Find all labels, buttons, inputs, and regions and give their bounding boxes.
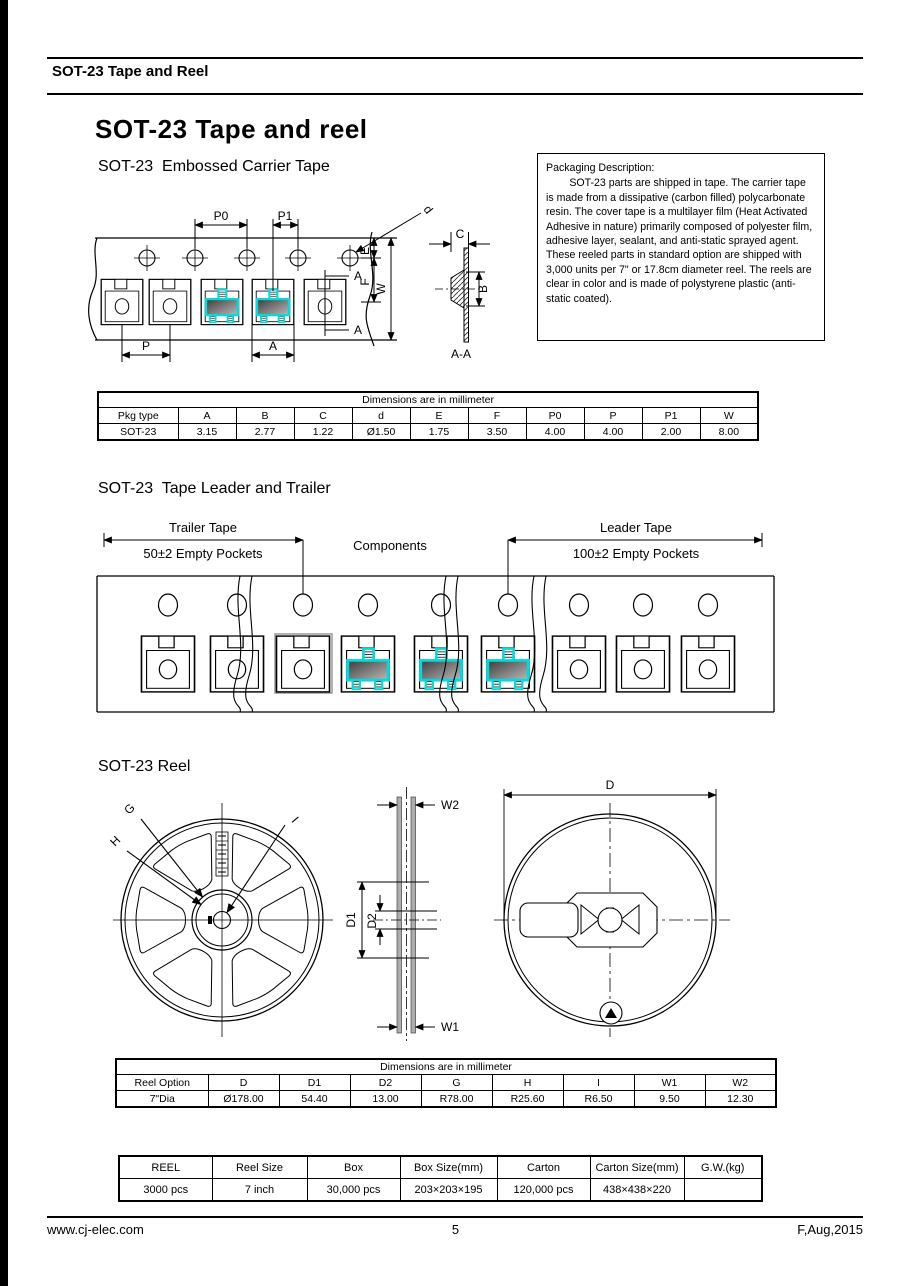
dim-label-c: C: [455, 227, 465, 241]
tape-pockets: [101, 279, 346, 324]
reel-dimensions-table: [115, 1058, 777, 1108]
table-header-row: [116, 1075, 776, 1091]
dim-label-e: E: [358, 246, 372, 256]
carrier-dimensions-table: [97, 391, 759, 441]
dim-label-i: I: [288, 813, 302, 826]
section-heading-carrier: SOT-23 Embossed Carrier Tape: [98, 158, 330, 175]
table-caption-row: [116, 1059, 776, 1075]
dim-label-p1: P1: [277, 209, 293, 223]
column-header: C: [294, 408, 352, 424]
table-cell: R6.50: [563, 1091, 634, 1108]
column-header: B: [236, 408, 294, 424]
column-header: W2: [705, 1075, 776, 1091]
header-rule-bottom: [47, 93, 863, 95]
table-cell: 30,000 pcs: [307, 1179, 400, 1202]
section-caption-aa: A-A: [450, 347, 472, 361]
table-header-row: [119, 1156, 762, 1179]
leader-pockets-label: 100±2 Empty Pockets: [572, 546, 700, 561]
column-header: I: [563, 1075, 634, 1091]
header-title: SOT-23 Tape and Reel: [52, 63, 209, 80]
dim-label-d1: D1: [344, 912, 358, 928]
table-row: [98, 424, 758, 441]
column-header: G.W.(kg): [684, 1156, 762, 1179]
dim-label-f: F: [358, 278, 372, 286]
column-header: D: [208, 1075, 279, 1091]
page-title: SOT-23 Tape and reel: [95, 114, 368, 144]
table-cell: 1.22: [294, 424, 352, 441]
page-edge-bar: [0, 0, 8, 1286]
packaging-description-box: [537, 153, 825, 341]
table-cell: 13.00: [350, 1091, 421, 1108]
table-cell: R25.60: [492, 1091, 563, 1108]
column-header: REEL: [119, 1156, 212, 1179]
table-cell: 203×203×195: [400, 1179, 497, 1202]
column-header: Carton: [497, 1156, 590, 1179]
table-cell: 8.00: [700, 424, 758, 441]
dim-label-d: d: [420, 202, 436, 217]
table-header-row: [98, 408, 758, 424]
dim-label-w1: W1: [441, 1020, 459, 1034]
reel-side-view: [344, 787, 459, 1041]
table-cell: [684, 1179, 762, 1202]
header-rule-top: [47, 57, 863, 59]
table-cell: 1.75: [410, 424, 468, 441]
footer-site: www.cj-elec.com: [47, 1222, 144, 1237]
dim-label-p0: P0: [213, 209, 229, 223]
carrier-tape-diagram: [83, 192, 528, 380]
column-header: H: [492, 1075, 563, 1091]
packaging-description-title: Packaging Description:: [546, 162, 655, 174]
table-caption: Dimensions are in millimeter: [98, 392, 758, 408]
reel-face-view: [494, 778, 730, 1037]
table-cell: 3000 pcs: [119, 1179, 212, 1202]
column-header: F: [468, 408, 526, 424]
column-header: d: [352, 408, 410, 424]
bracket-lines: [104, 533, 762, 605]
dim-label-p: P: [141, 339, 151, 353]
pockets-row: [141, 636, 734, 692]
column-header: Carton Size(mm): [590, 1156, 684, 1179]
section-heading-leader-trailer: SOT-23 Tape Leader and Trailer: [98, 480, 331, 497]
column-header: D2: [350, 1075, 421, 1091]
table-cell: 7"Dia: [116, 1091, 208, 1108]
table-cell: 4.00: [584, 424, 642, 441]
table-caption-row: [98, 392, 758, 408]
reel-front-view: [107, 801, 333, 1037]
table-cell: 120,000 pcs: [497, 1179, 590, 1202]
sprocket-holes: [134, 245, 363, 271]
table-cell: 3.15: [178, 424, 236, 441]
column-header: P: [584, 408, 642, 424]
table-cell: R78.00: [421, 1091, 492, 1108]
table-cell: 2.77: [236, 424, 294, 441]
packaging-description-body: SOT-23 parts are shipped in tape. The carrier tape is made from a dissipative (carbon filled) polycarbonate resin. The cover tape is a multilayer film (Heat Activated Adhesive in nature) primarily composed of polyester film, adhesive layer, sealant, and anti-static sprayed agent. These reeled parts in standard option are shipped with 3,000 units per 7" or 17.8cm diameter reel. The reels are clear in color and is made of polystyrene plastic (anti-static coated).: [546, 177, 813, 305]
table-cell: 4.00: [526, 424, 584, 441]
column-header: P1: [642, 408, 700, 424]
section-label-a-top: A: [354, 269, 363, 283]
column-header: A: [178, 408, 236, 424]
section-heading-reel: SOT-23 Reel: [98, 758, 191, 775]
trailer-tape-label: Trailer Tape: [169, 520, 237, 535]
table-cell: 12.30: [705, 1091, 776, 1108]
dim-label-g: G: [121, 800, 138, 818]
reel-diagram: [85, 775, 800, 1050]
column-header: Box: [307, 1156, 400, 1179]
column-header: W1: [634, 1075, 705, 1091]
column-header: Reel Size: [212, 1156, 307, 1179]
table-row: [119, 1179, 762, 1202]
table-cell: Ø178.00: [208, 1091, 279, 1108]
column-header: G: [421, 1075, 492, 1091]
footer-page-number: 5: [451, 1222, 460, 1237]
dim-label-h: H: [107, 833, 124, 850]
dim-label-w: W: [374, 283, 388, 295]
footer-rule: [47, 1216, 863, 1218]
packing-table: [118, 1155, 763, 1202]
table-caption: Dimensions are in millimeter: [116, 1059, 776, 1075]
table-cell: SOT-23: [98, 424, 178, 441]
dim-label-d-outer: D: [605, 778, 615, 792]
column-header: E: [410, 408, 468, 424]
section-label-a-bottom: A: [354, 323, 363, 337]
table-cell: Ø1.50: [352, 424, 410, 441]
table-cell: 9.50: [634, 1091, 705, 1108]
table-cell: 3.50: [468, 424, 526, 441]
components-label: Components: [353, 538, 427, 553]
table-row: [116, 1091, 776, 1108]
dim-label-a: A: [268, 339, 278, 353]
column-header: W: [700, 408, 758, 424]
leader-trailer-diagram: [90, 518, 780, 718]
footer-date: F,Aug,2015: [797, 1222, 863, 1237]
table-cell: 7 inch: [212, 1179, 307, 1202]
column-header: Box Size(mm): [400, 1156, 497, 1179]
trailer-pockets-label: 50±2 Empty Pockets: [143, 546, 263, 561]
dim-label-d2: D2: [365, 913, 379, 929]
table-cell: 54.40: [279, 1091, 350, 1108]
dim-label-b: B: [476, 284, 490, 294]
column-header: Reel Option: [116, 1075, 208, 1091]
column-header: D1: [279, 1075, 350, 1091]
column-header: P0: [526, 408, 584, 424]
column-header: Pkg type: [98, 408, 178, 424]
sprocket-holes-row: [159, 594, 718, 616]
dim-label-w2: W2: [441, 798, 459, 812]
table-cell: 2.00: [642, 424, 700, 441]
leader-tape-label: Leader Tape: [599, 520, 673, 535]
table-cell: 438×438×220: [590, 1179, 684, 1202]
